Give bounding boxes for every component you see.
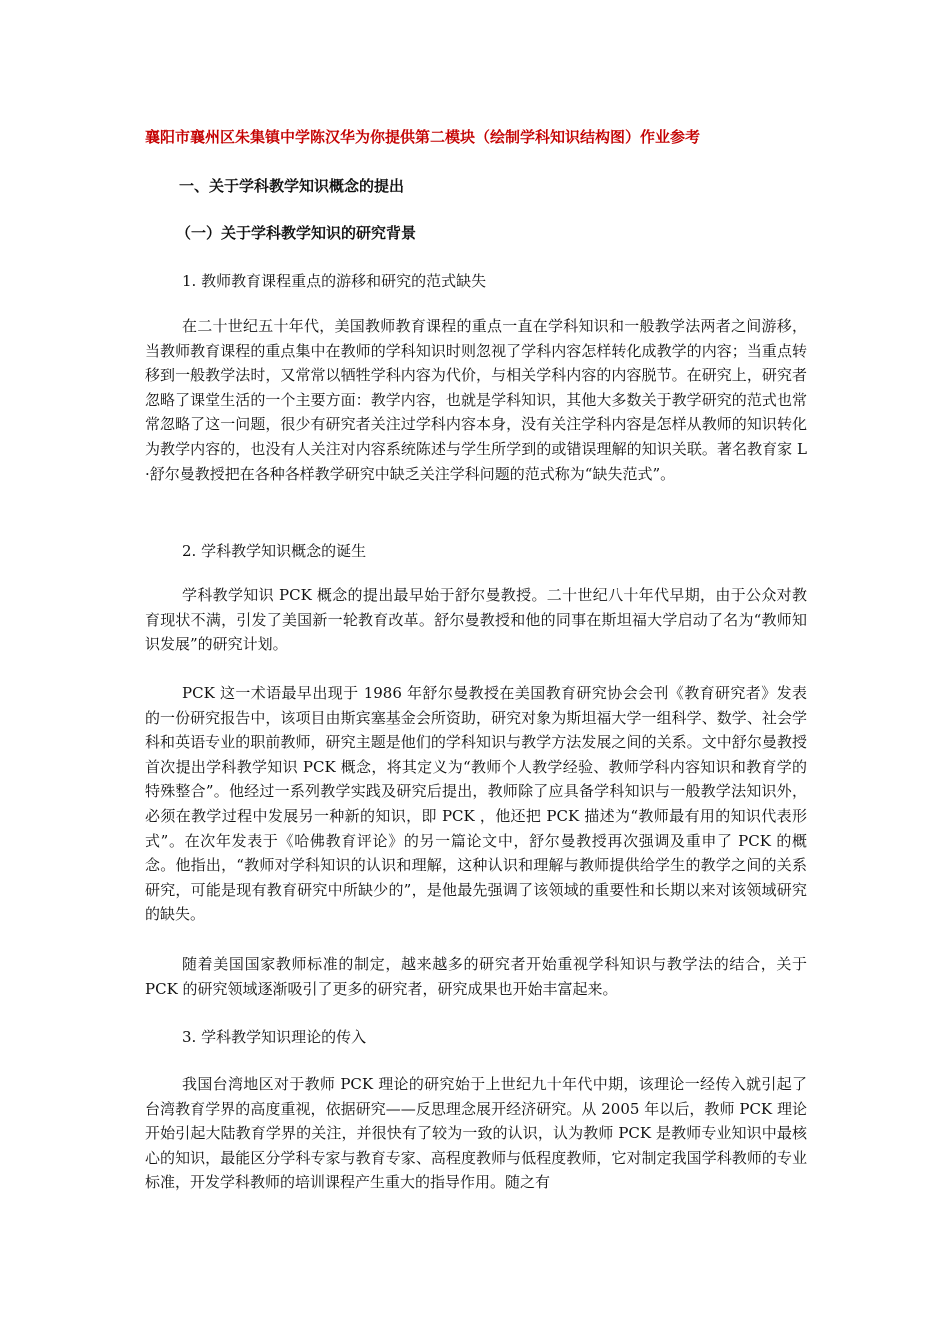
document-title: 襄阳市襄州区朱集镇中学陈汉华为你提供第二模块（绘制学科知识结构图）作业参考 [145, 128, 701, 146]
item-heading-3: 3. 学科教学知识理论的传入 [182, 1028, 367, 1046]
subsection-heading-1: （一）关于学科教学知识的研究背景 [176, 224, 417, 242]
paragraph-1: 在二十世纪五十年代，美国教师教育课程的重点一直在学科知识和一般教学法两者之间游移，当教师教育课程的重点集中在教师的学科知识时则忽视了学科内容怎样转化成教学的内容；当重点转移到一般教学法时，又常常以牺牲学科内容为代价，与相关学科内容的内容脱节。在研究上，研究者忽略了课堂生活的一个主要方面：教学内容，也就是学科知识，其他大多数关于教学研究的范式也常常忽略了这一问题，很少有研究者关注过学科内容本身，没有关注学科内容是怎样从教师的知识转化为教学内容的，也没有人关注对内容系统陈述与学生所学到的或错误理解的知识关联。著名教育家 L ·舒尔曼教授把在各种各样教学研究中缺乏关注学科问题的范式称为“缺失范式”。 [145, 317, 807, 483]
paragraph-4: 随着美国国家教师标准的制定，越来越多的研究者开始重视学科知识与教学法的结合，关于 PCK 的研究领域逐渐吸引了更多的研究者，研究成果也开始丰富起来。 [145, 955, 807, 998]
paragraph-2: 学科教学知识 PCK 概念的提出最早始于舒尔曼教授。二十世纪八十年代早期，由于公众对教育现状不满，引发了美国新一轮教育改革。舒尔曼教授和他的同事在斯坦福大学启动了名为“教师知识发展”的研究计划。 [145, 586, 807, 654]
section-heading-1: 一、关于学科教学知识概念的提出 [179, 177, 405, 195]
paragraph-3: PCK 这一术语最早出现于 1986 年舒尔曼教授在美国教育研究协会会刊《教育研究者》发表的一份研究报告中，该项目由斯宾塞基金会所资助，研究对象为斯坦福大学一组科学、数学、社会学科和英语专业的职前教师，研究主题是他们的学科知识与教学方法发展之间的关系。文中舒尔曼教授首次提出学科教学知识 PCK 概念，将其定义为“教师个人教学经验、教师学科内容知识和教育学的特殊整合”。他经过一系列教学实践及研究后提出，教师除了应具备学科知识与一般教学法知识外，必须在教学过程中发展另一种新的知识，即 PCK ，他还把 PCK 描述为“教师最有用的知识代表形式”。在次年发表于《哈佛教育评论》的另一篇论文中，舒尔曼教授再次强调及重申了 PCK 的概念。他指出，“教师对学科知识的认识和理解，这种认识和理解与教师提供给学生的教学之间的关系研究，可能是现有教育研究中所缺少的”，是他最先强调了该领域的重要性和长期以来对该领域研究的缺失。 [145, 684, 807, 924]
paragraph-5: 我国台湾地区对于教师 PCK 理论的研究始于上世纪九十年代中期，该理论一经传入就引起了台湾教育学界的高度重视，依据研究——反思理念展开经济研究。从 2005 年以后，教师 PCK 理论开始引起大陆教育学界的关注，并很快有了较为一致的认识，认为教师 PCK 是教师专业知识中最核心的知识，最能区分学科专家与教育专家、高程度教师与低程度教师，它对制定我国学科教师的专业标准，开发学科教师的培训课程产生重大的指导作用。随之有 [145, 1075, 807, 1192]
item-heading-2: 2. 学科教学知识概念的诞生 [182, 542, 367, 560]
item-heading-1: 1. 教师教育课程重点的游移和研究的范式缺失 [182, 272, 487, 290]
